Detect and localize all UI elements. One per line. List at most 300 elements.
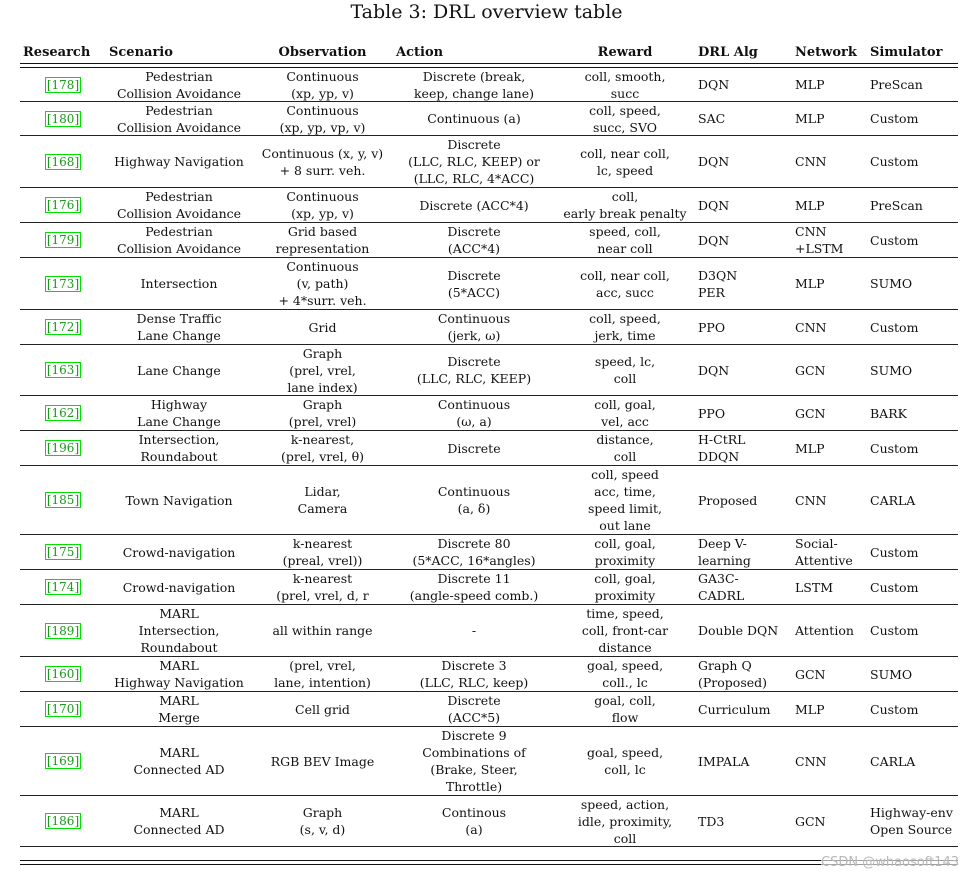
simulator-text: SUMO bbox=[870, 276, 913, 291]
simulator-text: CARLA bbox=[870, 753, 916, 769]
citation-link[interactable]: [175] bbox=[46, 545, 80, 559]
action-cell bbox=[393, 796, 555, 846]
reward-cell bbox=[555, 258, 695, 309]
research-ref-cell[interactable] bbox=[20, 535, 106, 569]
drl-alg-cell bbox=[695, 796, 792, 846]
scenario-cell bbox=[106, 102, 252, 135]
network-text: MLP bbox=[795, 701, 825, 717]
network-text: MLP bbox=[795, 77, 825, 92]
reward-text: speed, coll, near coll bbox=[589, 224, 661, 256]
simulator-cell bbox=[867, 605, 958, 656]
header-scenario: Scenario bbox=[109, 44, 173, 60]
observation-text: Continuous (xp, yp, vp, v) bbox=[279, 102, 366, 135]
table-row bbox=[20, 570, 958, 605]
reward-cell bbox=[555, 605, 695, 656]
action-cell bbox=[393, 310, 555, 344]
table-row bbox=[20, 535, 958, 570]
simulator-text: SUMO bbox=[870, 362, 913, 378]
simulator-cell bbox=[867, 223, 958, 257]
drl-alg-cell bbox=[695, 535, 792, 569]
reward-cell bbox=[555, 136, 695, 187]
citation-link[interactable]: [163] bbox=[46, 363, 80, 377]
action-cell bbox=[393, 188, 555, 222]
table-row bbox=[20, 692, 958, 727]
table-row bbox=[20, 136, 958, 188]
network-cell bbox=[792, 345, 867, 395]
action-text: Discrete (break, keep, change lane) bbox=[413, 68, 535, 101]
research-ref-cell[interactable] bbox=[20, 136, 106, 187]
drl-alg-cell bbox=[695, 466, 792, 534]
scenario-cell bbox=[106, 605, 252, 656]
research-ref-cell[interactable] bbox=[20, 657, 106, 691]
header-drl-alg: DRL Alg bbox=[698, 44, 758, 60]
observation-cell bbox=[252, 396, 393, 430]
reward-cell bbox=[555, 68, 695, 101]
drl-alg-text: Graph Q (Proposed) bbox=[698, 658, 768, 690]
action-cell bbox=[393, 136, 555, 187]
network-cell bbox=[792, 727, 867, 795]
network-text: MLP bbox=[795, 197, 825, 213]
observation-text: Lidar, Camera bbox=[297, 484, 348, 516]
reward-text: coll, speed, succ, SVO bbox=[589, 102, 661, 135]
table-row bbox=[20, 68, 958, 102]
citation-link[interactable]: [189] bbox=[46, 623, 80, 638]
reward-cell bbox=[555, 657, 695, 691]
simulator-cell bbox=[867, 345, 958, 395]
scenario-text: Highway Lane Change bbox=[137, 397, 221, 429]
scenario-cell bbox=[106, 223, 252, 257]
observation-text: RGB BEV Image bbox=[270, 753, 375, 769]
action-cell bbox=[393, 102, 555, 135]
citation-link[interactable]: [176] bbox=[46, 198, 80, 212]
citation-link[interactable]: [174] bbox=[46, 580, 80, 594]
citation-link[interactable]: [178] bbox=[46, 77, 80, 92]
action-cell bbox=[393, 223, 555, 257]
action-text: Continuous (a, δ) bbox=[437, 484, 511, 516]
observation-cell bbox=[252, 657, 393, 691]
observation-cell bbox=[252, 188, 393, 222]
drl-overview-table bbox=[20, 42, 958, 847]
observation-cell bbox=[252, 136, 393, 187]
header-action: Action bbox=[396, 44, 444, 60]
drl-alg-text: DQN bbox=[698, 232, 730, 248]
action-cell bbox=[393, 258, 555, 309]
drl-alg-cell bbox=[695, 68, 792, 101]
research-ref-cell[interactable] bbox=[20, 466, 106, 534]
reward-cell bbox=[555, 466, 695, 534]
observation-cell bbox=[252, 535, 393, 569]
action-cell bbox=[393, 431, 555, 465]
observation-cell bbox=[252, 223, 393, 257]
observation-text: k-nearest (prel, vrel, d, r bbox=[276, 571, 369, 603]
drl-alg-text: PPO bbox=[698, 405, 726, 421]
observation-text: Graph (prel, vrel) bbox=[288, 397, 357, 429]
research-ref-cell[interactable] bbox=[20, 68, 106, 101]
observation-cell bbox=[252, 796, 393, 846]
simulator-text: SUMO bbox=[870, 666, 913, 682]
network-cell bbox=[792, 692, 867, 726]
research-ref-cell[interactable] bbox=[20, 431, 106, 465]
research-ref-cell[interactable] bbox=[20, 345, 106, 395]
citation-link[interactable]: [179] bbox=[46, 233, 80, 247]
simulator-text: Custom bbox=[870, 111, 919, 126]
scenario-cell bbox=[106, 570, 252, 604]
reward-cell bbox=[555, 345, 695, 395]
action-text: Discrete (5*ACC) bbox=[447, 267, 501, 300]
simulator-text: Custom bbox=[870, 544, 919, 560]
drl-alg-cell bbox=[695, 345, 792, 395]
network-cell bbox=[792, 68, 867, 101]
reward-cell bbox=[555, 692, 695, 726]
citation-link[interactable]: [185] bbox=[46, 493, 80, 507]
action-text: - bbox=[471, 623, 477, 638]
observation-text: Continuous (xp, yp, v) bbox=[286, 189, 359, 221]
simulator-cell bbox=[867, 258, 958, 309]
reward-text: coll, smooth, succ bbox=[584, 68, 666, 101]
drl-alg-text: DQN bbox=[698, 197, 730, 213]
table-body bbox=[20, 68, 958, 847]
reward-text: goal, speed, coll, lc bbox=[586, 745, 664, 777]
simulator-cell bbox=[867, 396, 958, 430]
simulator-cell bbox=[867, 535, 958, 569]
reward-text: goal, speed, coll., lc bbox=[586, 658, 664, 690]
drl-alg-text: IMPALA bbox=[698, 753, 750, 769]
simulator-text: Custom bbox=[870, 232, 919, 248]
network-cell bbox=[792, 188, 867, 222]
observation-cell bbox=[252, 727, 393, 795]
table-row bbox=[20, 657, 958, 692]
action-cell bbox=[393, 570, 555, 604]
drl-alg-text: PPO bbox=[698, 319, 726, 335]
simulator-cell bbox=[867, 136, 958, 187]
table-row bbox=[20, 431, 958, 466]
action-text: Discrete (ACC*4) bbox=[419, 197, 529, 213]
observation-text: Continuous (xp, yp, v) bbox=[286, 68, 359, 101]
action-cell bbox=[393, 605, 555, 656]
reward-text: time, speed, coll, front-car distance bbox=[581, 606, 669, 655]
citation-link[interactable]: [172] bbox=[46, 320, 80, 334]
simulator-text: BARK bbox=[870, 405, 907, 421]
scenario-cell bbox=[106, 188, 252, 222]
observation-text: Graph (prel, vrel, lane index) bbox=[287, 345, 358, 395]
simulator-cell bbox=[867, 727, 958, 795]
drl-alg-text: DQN bbox=[698, 362, 730, 378]
simulator-text: Custom bbox=[870, 440, 919, 456]
citation-link[interactable]: [196] bbox=[46, 441, 80, 455]
research-ref-cell[interactable] bbox=[20, 188, 106, 222]
network-cell bbox=[792, 570, 867, 604]
network-text: CNN +LSTM bbox=[795, 224, 844, 256]
citation-link[interactable]: [180] bbox=[46, 111, 80, 126]
drl-alg-text: SAC bbox=[698, 111, 726, 126]
reward-text: goal, coll, flow bbox=[594, 693, 656, 725]
simulator-text: PreScan bbox=[870, 197, 923, 213]
observation-cell bbox=[252, 431, 393, 465]
action-text: Discrete (LLC, RLC, KEEP) or (LLC, RLC, 4*ACC) bbox=[408, 137, 540, 186]
observation-text: Continuous (x, y, v) + 8 surr. veh. bbox=[261, 145, 384, 178]
observation-text: Continuous (v, path) + 4*surr. veh. bbox=[278, 259, 367, 308]
research-ref-cell[interactable] bbox=[20, 605, 106, 656]
scenario-text: Intersection, Roundabout bbox=[138, 432, 220, 464]
scenario-cell bbox=[106, 68, 252, 101]
network-text: Social- Attentive bbox=[795, 536, 853, 568]
network-text: Attention bbox=[795, 623, 854, 638]
network-cell bbox=[792, 223, 867, 257]
drl-alg-text: GA3C- CADRL bbox=[698, 571, 745, 603]
research-ref-cell[interactable] bbox=[20, 692, 106, 726]
action-cell bbox=[393, 345, 555, 395]
drl-alg-text: Curriculum bbox=[698, 701, 771, 717]
reward-cell bbox=[555, 431, 695, 465]
simulator-cell bbox=[867, 102, 958, 135]
reward-cell bbox=[555, 223, 695, 257]
network-cell bbox=[792, 396, 867, 430]
observation-cell bbox=[252, 345, 393, 395]
research-ref-cell[interactable] bbox=[20, 258, 106, 309]
action-text: Continuous (jerk, ω) bbox=[437, 311, 511, 343]
simulator-cell bbox=[867, 188, 958, 222]
reward-text: speed, action, idle, proximity, coll bbox=[577, 796, 673, 846]
research-ref-cell[interactable] bbox=[20, 396, 106, 430]
action-cell bbox=[393, 535, 555, 569]
simulator-cell bbox=[867, 570, 958, 604]
citation-link[interactable]: [173] bbox=[46, 276, 80, 291]
reward-cell bbox=[555, 727, 695, 795]
scenario-text: MARL Connected AD bbox=[133, 805, 225, 837]
table-row bbox=[20, 466, 958, 535]
action-cell bbox=[393, 396, 555, 430]
reward-text: coll, speed acc, time, speed limit, out lane bbox=[587, 467, 663, 533]
action-text: Discrete (LLC, RLC, KEEP) bbox=[416, 354, 532, 386]
reward-text: coll, goal, proximity bbox=[594, 571, 656, 603]
drl-alg-cell bbox=[695, 136, 792, 187]
header-observation: Observation bbox=[278, 44, 367, 60]
simulator-cell bbox=[867, 466, 958, 534]
action-text: Discrete bbox=[447, 440, 501, 456]
action-cell bbox=[393, 692, 555, 726]
network-text: CNN bbox=[795, 154, 827, 169]
observation-text: Graph (s, v, d) bbox=[299, 805, 346, 837]
scenario-cell bbox=[106, 535, 252, 569]
network-text: MLP bbox=[795, 111, 825, 126]
action-text: Continous (a) bbox=[441, 805, 507, 837]
action-text: Continuous (ω, a) bbox=[437, 397, 511, 429]
table-row bbox=[20, 258, 958, 310]
observation-text: k-nearest, (prel, vrel, θ) bbox=[281, 432, 364, 464]
drl-alg-cell bbox=[695, 570, 792, 604]
drl-alg-cell bbox=[695, 310, 792, 344]
observation-cell bbox=[252, 466, 393, 534]
action-text: Discrete 11 (angle-speed comb.) bbox=[409, 571, 539, 603]
observation-text: k-nearest (preal, vrel)) bbox=[282, 536, 363, 568]
scenario-text: MARL Merge bbox=[158, 693, 200, 725]
research-ref-cell[interactable] bbox=[20, 223, 106, 257]
research-ref-cell[interactable] bbox=[20, 796, 106, 846]
header-network: Network bbox=[795, 44, 857, 60]
simulator-text: Custom bbox=[870, 623, 919, 638]
drl-alg-cell bbox=[695, 692, 792, 726]
scenario-cell bbox=[106, 657, 252, 691]
drl-alg-cell bbox=[695, 727, 792, 795]
scenario-text: Pedestrian Collision Avoidance bbox=[116, 68, 242, 101]
citation-link[interactable]: [162] bbox=[46, 406, 80, 420]
scenario-cell bbox=[106, 692, 252, 726]
scenario-text: Pedestrian Collision Avoidance bbox=[116, 224, 242, 256]
scenario-cell bbox=[106, 796, 252, 846]
research-ref-cell[interactable] bbox=[20, 570, 106, 604]
observation-cell bbox=[252, 570, 393, 604]
observation-cell bbox=[252, 692, 393, 726]
network-text: LSTM bbox=[795, 579, 834, 595]
simulator-cell bbox=[867, 796, 958, 846]
research-ref-cell[interactable] bbox=[20, 310, 106, 344]
scenario-cell bbox=[106, 258, 252, 309]
network-text: MLP bbox=[795, 276, 825, 291]
observation-cell bbox=[252, 310, 393, 344]
drl-alg-text: D3QN PER bbox=[698, 267, 738, 300]
reward-text: coll, near coll, acc, succ bbox=[580, 267, 670, 300]
table-header-row bbox=[20, 42, 958, 63]
reward-text: coll, early break penalty bbox=[563, 189, 687, 221]
scenario-text: Pedestrian Collision Avoidance bbox=[116, 102, 242, 135]
reward-text: coll, near coll, lc, speed bbox=[580, 145, 670, 178]
table-row bbox=[20, 188, 958, 223]
reward-cell bbox=[555, 310, 695, 344]
simulator-text: Custom bbox=[870, 154, 919, 169]
simulator-cell bbox=[867, 68, 958, 101]
reward-cell bbox=[555, 396, 695, 430]
network-cell bbox=[792, 657, 867, 691]
scenario-text: Crowd-navigation bbox=[122, 544, 236, 560]
drl-alg-text: Proposed bbox=[698, 492, 758, 508]
scenario-text: Town Navigation bbox=[125, 492, 233, 508]
drl-alg-text: TD3 bbox=[698, 813, 725, 829]
citation-link[interactable]: [169] bbox=[46, 754, 80, 768]
table-row bbox=[20, 605, 958, 657]
observation-cell bbox=[252, 258, 393, 309]
observation-text: Grid based representation bbox=[275, 224, 370, 256]
bottom-double-rule bbox=[20, 860, 958, 865]
network-cell bbox=[792, 535, 867, 569]
drl-alg-cell bbox=[695, 223, 792, 257]
scenario-text: MARL Intersection, Roundabout bbox=[138, 606, 220, 655]
simulator-text: Custom bbox=[870, 579, 919, 595]
network-text: CNN bbox=[795, 753, 827, 769]
observation-text: Grid bbox=[308, 319, 337, 335]
scenario-text: MARL Highway Navigation bbox=[114, 658, 244, 690]
action-text: Continuous (a) bbox=[427, 111, 521, 126]
scenario-cell bbox=[106, 136, 252, 187]
research-ref-cell[interactable] bbox=[20, 727, 106, 795]
drl-alg-cell bbox=[695, 657, 792, 691]
reward-cell bbox=[555, 102, 695, 135]
network-text: GCN bbox=[795, 813, 826, 829]
scenario-cell bbox=[106, 396, 252, 430]
observation-cell bbox=[252, 102, 393, 135]
scenario-text: Pedestrian Collision Avoidance bbox=[116, 189, 242, 221]
table-row bbox=[20, 310, 958, 345]
simulator-text: Custom bbox=[870, 701, 919, 717]
table-row bbox=[20, 223, 958, 258]
watermark: CSDN @whaosoft143 bbox=[821, 855, 959, 870]
network-cell bbox=[792, 431, 867, 465]
action-text: Discrete 3 (LLC, RLC, keep) bbox=[419, 658, 529, 690]
citation-link[interactable]: [186] bbox=[46, 814, 80, 828]
network-cell bbox=[792, 102, 867, 135]
citation-link[interactable]: [168] bbox=[46, 154, 80, 169]
scenario-text: Crowd-navigation bbox=[122, 579, 236, 595]
action-cell bbox=[393, 727, 555, 795]
drl-alg-cell bbox=[695, 258, 792, 309]
drl-alg-cell bbox=[695, 431, 792, 465]
network-text: GCN bbox=[795, 405, 826, 421]
scenario-cell bbox=[106, 431, 252, 465]
table-row bbox=[20, 345, 958, 396]
observation-text: Cell grid bbox=[295, 701, 350, 717]
drl-alg-text: DQN bbox=[698, 77, 730, 92]
action-cell bbox=[393, 657, 555, 691]
reward-text: distance, coll bbox=[596, 432, 654, 464]
table-row bbox=[20, 396, 958, 431]
simulator-text: Custom bbox=[870, 319, 919, 335]
drl-alg-text: Deep V- learning bbox=[698, 536, 751, 568]
scenario-cell bbox=[106, 466, 252, 534]
citation-link[interactable]: [160] bbox=[46, 667, 80, 681]
network-text: MLP bbox=[795, 440, 825, 456]
scenario-cell bbox=[106, 310, 252, 344]
reward-text: speed, lc, coll bbox=[594, 354, 656, 386]
simulator-text: CARLA bbox=[870, 492, 916, 508]
scenario-cell bbox=[106, 727, 252, 795]
drl-alg-cell bbox=[695, 396, 792, 430]
observation-text: all within range bbox=[272, 623, 373, 638]
reward-text: coll, goal, vel, acc bbox=[594, 397, 656, 429]
simulator-text: PreScan bbox=[870, 77, 923, 92]
network-cell bbox=[792, 310, 867, 344]
drl-alg-cell bbox=[695, 102, 792, 135]
scenario-text: Dense Traffic Lane Change bbox=[136, 311, 222, 343]
network-cell bbox=[792, 605, 867, 656]
observation-cell bbox=[252, 68, 393, 101]
simulator-text: Highway-env Open Source bbox=[870, 805, 953, 837]
reward-cell bbox=[555, 535, 695, 569]
citation-link[interactable]: [170] bbox=[46, 702, 80, 716]
reward-text: coll, speed, jerk, time bbox=[589, 311, 661, 343]
network-cell bbox=[792, 466, 867, 534]
simulator-cell bbox=[867, 657, 958, 691]
header-reward: Reward bbox=[597, 44, 653, 60]
simulator-cell bbox=[867, 310, 958, 344]
scenario-cell bbox=[106, 345, 252, 395]
network-text: CNN bbox=[795, 319, 827, 335]
reward-cell bbox=[555, 796, 695, 846]
network-text: GCN bbox=[795, 666, 826, 682]
drl-alg-text: H-CtRL DDQN bbox=[698, 432, 746, 464]
table-row bbox=[20, 727, 958, 796]
network-cell bbox=[792, 136, 867, 187]
simulator-cell bbox=[867, 431, 958, 465]
reward-cell bbox=[555, 188, 695, 222]
action-text: Discrete (ACC*4) bbox=[447, 224, 501, 256]
drl-alg-text: Double DQN bbox=[698, 623, 779, 638]
table-row bbox=[20, 102, 958, 136]
action-cell bbox=[393, 466, 555, 534]
network-text: CNN bbox=[795, 492, 827, 508]
scenario-text: Lane Change bbox=[137, 362, 221, 378]
scenario-text: Intersection bbox=[140, 276, 218, 291]
header-research: Research bbox=[23, 44, 91, 60]
research-ref-cell[interactable] bbox=[20, 102, 106, 135]
